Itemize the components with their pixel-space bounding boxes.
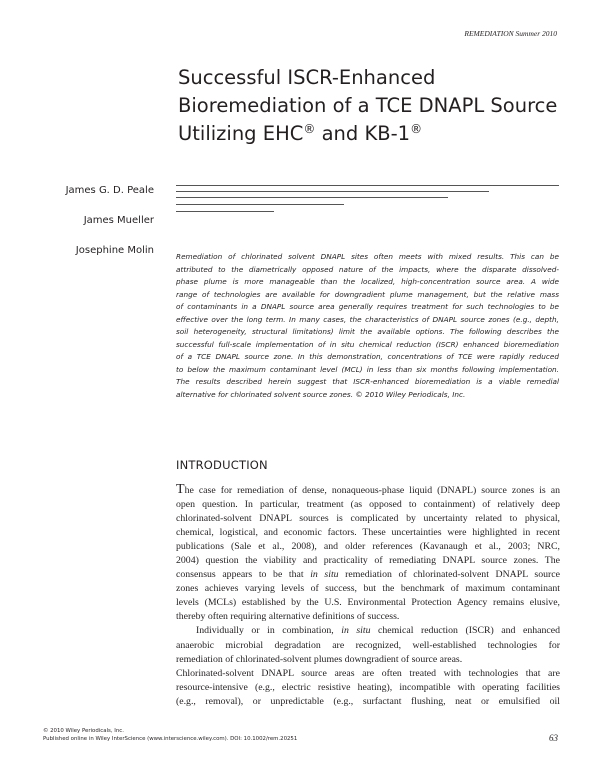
decorative-rule: [176, 185, 559, 186]
title-line-3-a: Utilizing EHC: [178, 122, 304, 145]
decorative-rule: [176, 204, 344, 205]
abstract-line: successful full-scale implementation of in situ chemical reduction (ISCR) enhanced bioremediation: [176, 339, 559, 349]
body-line: levels (MCLs) established by the U.S. Environmental Protection Agency remains elusive,: [176, 597, 560, 609]
body-line: zones achieves varying levels of success, but the benchmark of maximum contaminant: [176, 583, 560, 595]
title-line-3: [178, 120, 568, 148]
decorative-rule: [176, 191, 489, 192]
section-heading: INTRODUCTION: [176, 458, 268, 472]
registered-mark: ®: [303, 122, 316, 136]
abstract-line: range of technologies are available for downgradient plume management, but the relative mass: [176, 289, 559, 299]
italic-term: in situ: [310, 569, 339, 581]
abstract-line: to below the maximum contaminant level (MCL) in less than six months following implementation.: [176, 364, 559, 374]
article-title: [178, 64, 568, 148]
body-line: open question. In particular, treatment (as opposed to containment) of relatively deep: [176, 499, 560, 511]
body-line: [176, 624, 560, 638]
body-line: thereby often requiring alternative definitions of success.: [176, 611, 400, 623]
abstract-line: soil heterogeneity, structural limitations) limit the available options. The following describes the: [176, 327, 559, 337]
abstract-line: Remediation of chlorinated solvent DNAPL sites often meets with mixed results. This can be: [176, 252, 559, 261]
abstract-line: of a TCE DNAPL source zone. In this demonstration, concentrations of TCE were rapidly reduced: [176, 352, 559, 362]
abstract-line: of contaminants in a DNAPL source area generally requires treatment for such technologies to be: [176, 302, 559, 312]
page-number: 63: [549, 733, 558, 743]
body-text: [176, 483, 560, 709]
body-line-text: chemical reduction (ISCR) and enhanced: [370, 625, 560, 637]
drop-cap: T: [176, 482, 185, 497]
body-line: publications (Sale et al., 2008), and older references (Kavanaugh et al., 2003; NRC,: [176, 541, 560, 553]
decorative-rule: [176, 211, 274, 212]
publication-info: Published online in Wiley InterScience (www.interscience.wiley.com). DOI: 10.1002/rem.20251: [43, 736, 298, 742]
abstract-line: The results described herein suggest that ISCR-enhanced bioremediation is a viable remedial: [176, 377, 559, 387]
copyright-line: © 2010 Wiley Periodicals, Inc.: [43, 728, 124, 734]
body-line: anaerobic microbial degradation are recognized, well-established technologies for: [176, 639, 560, 651]
decorative-rule: [176, 197, 448, 198]
registered-mark: ®: [410, 122, 423, 136]
abstract: [176, 251, 559, 402]
abstract-line: alternative for chlorinated solvent source zones. © 2010 Wiley Periodicals, Inc.: [176, 390, 466, 400]
body-line: chemical, logistical, and economic factors. These uncertainties were highlighted in recent: [176, 527, 560, 539]
italic-term: in situ: [341, 625, 371, 637]
body-line-text: remediation of chlorinated-solvent DNAPL source: [338, 569, 560, 581]
body-line: resource-intensive (e.g., electric resistive heating), incompatible with operating facilities: [176, 681, 560, 693]
title-line-3-b: and KB-1: [315, 122, 411, 145]
body-line: 2004) question the viability and practicality of remediating DNAPL source zones. The: [176, 555, 560, 567]
body-line: [176, 483, 560, 498]
abstract-line: attributed to the diametrically opposed nature of the impacts, where the disparate dissolved-: [176, 264, 559, 274]
body-line-text: Individually or in combination,: [196, 625, 342, 637]
body-line: chlorinated-solvent DNAPL sources is complicated by uncertainty related to physical,: [176, 513, 560, 525]
body-line-text: he case for remediation of dense, nonaqueous-phase liquid (DNAPL) source zones is an: [184, 485, 560, 496]
body-line: (e.g., removal), or unpredictable (e.g., surfactant flushing, neat or emulsified oil: [176, 695, 560, 707]
author-name: James Mueller: [83, 215, 154, 226]
running-head: REMEDIATION Summer 2010: [464, 29, 557, 38]
author-name: Josephine Molin: [75, 245, 154, 256]
body-line: [176, 568, 560, 582]
body-line: Chlorinated-solvent DNAPL source areas are often treated with technologies that are: [176, 667, 560, 679]
body-line-text: consensus appears to be that: [176, 569, 311, 581]
abstract-line: phase plume is more manageable than the localized, high-concentration source area. A wide: [176, 277, 559, 287]
title-line-1: Successful ISCR-Enhanced: [178, 66, 436, 89]
author-name: James G. D. Peale: [65, 185, 154, 196]
body-line: remediation of chlorinated-solvent plumes downgradient of source areas.: [176, 653, 463, 665]
abstract-line: effective over the long term. In many cases, the characteristics of DNAPL source zones (e.g., depth,: [176, 314, 559, 324]
title-line-2: Bioremediation of a TCE DNAPL Source: [178, 94, 558, 117]
